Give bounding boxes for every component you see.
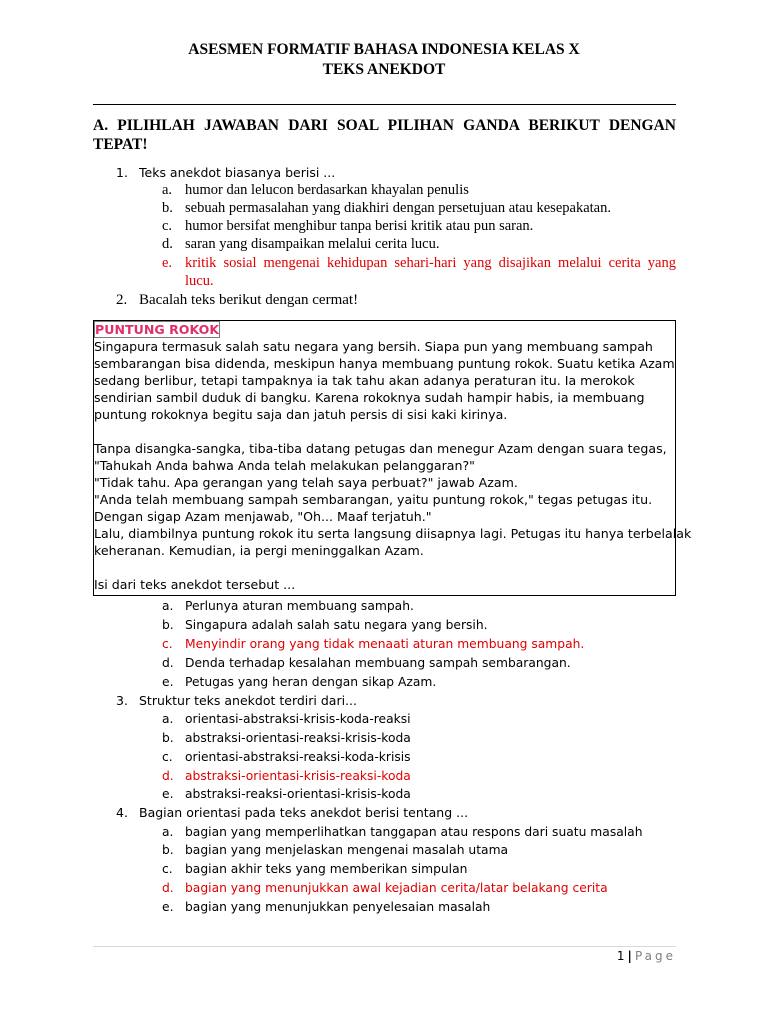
- header-divider: [93, 104, 676, 105]
- option-letter: e.: [162, 675, 174, 689]
- question-number: 3.: [116, 693, 128, 708]
- option-text: abstraksi-orientasi-reaksi-krisis-koda: [185, 731, 411, 745]
- option-letter: b.: [162, 618, 174, 632]
- passage-line: "Tidak tahu. Apa gerangan yang telah saya perbuat?" jawab Azam.: [94, 475, 518, 490]
- option-text: Singapura adalah salah satu negara yang bersih.: [185, 618, 488, 632]
- option-text: Menyindir orang yang tidak menaati aturan membuang sampah.: [185, 637, 585, 651]
- passage-line: "Anda telah membuang sampah sembarangan, yaitu puntung rokok," tegas petugas itu.: [94, 492, 653, 507]
- option-letter: c.: [162, 750, 173, 764]
- option-text: sebuah permasalahan yang diakhiri dengan persetujuan atau kesepakatan.: [185, 200, 611, 216]
- option-text: bagian yang menjelaskan mengenai masalah utama: [185, 843, 509, 857]
- option-text: Petugas yang heran dengan sikap Azam.: [185, 675, 437, 689]
- passage-blank-line: [94, 423, 677, 440]
- question-number: 2.: [116, 292, 128, 308]
- option-text: orientasi-abstraksi-reaksi-koda-krisis: [185, 750, 411, 764]
- option-text: humor dan lelucon berdasarkan khayalan penulis: [185, 182, 469, 198]
- option-text: bagian yang memperlihatkan tanggapan atau respons dari suatu masalah: [185, 825, 643, 839]
- passage-line: Singapura termasuk salah satu negara yang bersih. Siapa pun yang membuang sampah: [94, 339, 653, 354]
- option-text: orientasi-abstraksi-krisis-koda-reaksi: [185, 712, 411, 726]
- question-text: Struktur teks anekdot terdiri dari...: [139, 693, 357, 708]
- passage-line: sendirian sambil duduk di bangku. Karena rokoknya sudah hampir habis, ia membuang: [94, 390, 645, 405]
- option-letter: b.: [162, 731, 174, 745]
- option-letter: d.: [162, 236, 173, 252]
- option-letter: a.: [162, 182, 173, 198]
- page-label: Page: [634, 949, 676, 963]
- option-letter: a.: [162, 712, 174, 726]
- page-number: 1: [616, 949, 625, 963]
- option-text: Perlunya aturan membuang sampah.: [185, 599, 414, 613]
- footer-divider: [93, 946, 676, 947]
- document-title: ASESMEN FORMATIF BAHASA INDONESIA KELAS X: [188, 41, 580, 58]
- passage-blank-line: [94, 559, 677, 576]
- passage-title: PUNTUNG ROKOK: [95, 322, 220, 337]
- question-text: Bagian orientasi pada teks anekdot berisi tentang ...: [139, 805, 469, 820]
- option-letter: c.: [162, 862, 173, 876]
- option-text: Denda terhadap kesalahan membuang sampah sembarangan.: [185, 656, 571, 670]
- document-header: [0, 40, 768, 80]
- passage-box: [93, 320, 692, 596]
- option-letter: e.: [162, 787, 174, 801]
- option-letter: c.: [162, 218, 173, 234]
- passage-line: Dengan sigap Azam menjawab, "Oh... Maaf terjatuh.": [94, 509, 432, 524]
- question-text: Teks anekdot biasanya berisi ...: [139, 165, 336, 180]
- option-letter: e.: [162, 900, 174, 914]
- option-text: kritik sosial mengenai kehidupan sehari-hari yang disajikan melalui cerita yang lucu.: [185, 255, 676, 289]
- option-text: bagian akhir teks yang memberikan simpulan: [185, 862, 468, 876]
- passage-line: "Tahukah Anda bahwa Anda telah melakukan pelanggaran?": [94, 458, 475, 473]
- option-letter: c.: [162, 637, 173, 651]
- option-letter: a.: [162, 599, 174, 613]
- page-separator: |: [627, 949, 632, 963]
- option-letter: b.: [162, 200, 173, 216]
- option-letter: b.: [162, 843, 174, 857]
- passage-line: Tanpa disangka-sangka, tiba-tiba datang petugas dan menegur Azam dengan suara tegas,: [94, 441, 667, 456]
- passage-line: Lalu, diambilnya puntung rokok itu serta langsung diisapnya lagi. Petugas itu hanya terbelalak: [94, 526, 692, 541]
- question-number: 4.: [116, 805, 128, 820]
- option-text: humor bersifat menghibur tanpa berisi kritik atau pun saran.: [185, 218, 534, 234]
- passage-line: keheranan. Kemudian, ia pergi meninggalkan Azam.: [94, 543, 424, 558]
- option-text: bagian yang menunjukkan penyelesaian masalah: [185, 900, 491, 914]
- option-text: saran yang disampaikan melalui cerita lucu.: [185, 236, 440, 252]
- passage-line: puntung rokoknya begitu saja dan jatuh persis di sisi kaki kirinya.: [94, 407, 508, 422]
- option-text: bagian yang menunjukkan awal kejadian cerita/latar belakang cerita: [185, 881, 608, 895]
- option-letter: d.: [162, 769, 174, 783]
- passage-line: sembarangan bisa didenda, meskipun hanya membuang puntung rokok. Suatu ketika Azam: [94, 356, 675, 371]
- option-letter: d.: [162, 881, 174, 895]
- question-text: Bacalah teks berikut dengan cermat!: [139, 292, 359, 308]
- passage-line: sedang berlibur, tetapi tampaknya ia tak tahu akan adanya peraturan itu. Ia merokok: [94, 373, 635, 388]
- page-footer: [617, 947, 676, 965]
- document-subtitle: TEKS ANEKDOT: [322, 61, 446, 78]
- option-letter: a.: [162, 825, 174, 839]
- option-letter: e.: [162, 255, 173, 271]
- option-letter: d.: [162, 656, 174, 670]
- question-number: 1.: [116, 165, 128, 180]
- section-a-heading: A. PILIHLAH JAWABAN DARI SOAL PILIHAN GANDA BERIKUT DENGAN TEPAT!: [93, 117, 676, 153]
- option-text: abstraksi-reaksi-orientasi-krisis-koda: [185, 787, 411, 801]
- option-text: abstraksi-orientasi-krisis-reaksi-koda: [185, 769, 411, 783]
- passage-question: Isi dari teks anekdot tersebut ...: [94, 577, 296, 592]
